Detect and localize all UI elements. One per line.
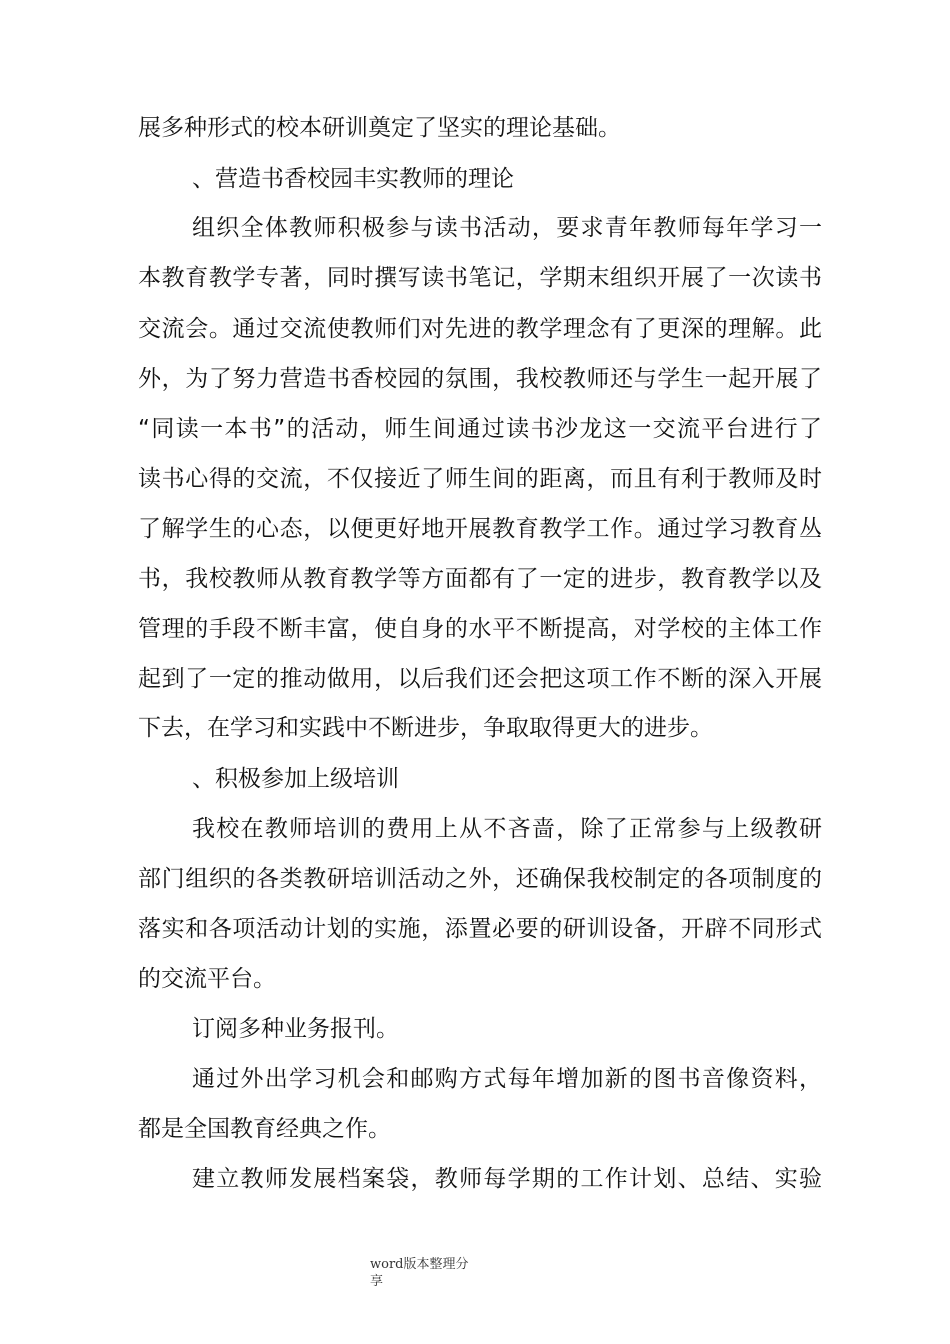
body-line-11: 管理的手段不断丰富，使自身的水平不断提高，对学校的主体工作 — [138, 616, 822, 642]
body-line-22: 建立教师发展档案袋，教师每学期的工作计划、总结、实验 — [192, 1166, 822, 1192]
body-line-21: 都是全国教育经典之作。 — [138, 1116, 391, 1142]
body-line-19: 订阅多种业务报刊。 — [192, 1016, 399, 1042]
body-line-10: 书，我校教师从教育教学等方面都有了一定的进步，教育教学以及 — [138, 566, 822, 592]
body-line-17: 落实和各项活动计划的实施，添置必要的研训设备，开辟不同形式 — [138, 916, 822, 942]
footer-line-2: 享 — [370, 1274, 384, 1289]
section-heading-reading-campus: 、营造书香校园丰实教师的理论 — [192, 166, 514, 192]
section-heading-training: 、积极参加上级培训 — [192, 766, 399, 792]
page-footer — [370, 1256, 490, 1290]
body-line-5: 交流会。通过交流使教师们对先进的教学理念有了更深的理解。此 — [138, 316, 822, 342]
body-line-6: 外，为了努力营造书香校园的氛围，我校教师还与学生一起开展了 — [138, 366, 822, 392]
footer-line-1: word版本整理分 — [370, 1257, 469, 1272]
body-line-4: 本教育教学专著，同时撰写读书笔记，学期末组织开展了一次读书 — [138, 265, 822, 291]
body-line-18: 的交流平台。 — [138, 966, 276, 992]
body-line-16: 部门组织的各类教研培训活动之外，还确保我校制定的各项制度的 — [138, 866, 822, 892]
body-line-9: 了解学生的心态，以便更好地开展教育教学工作。通过学习教育丛 — [138, 516, 822, 542]
body-line-1: 展多种形式的校本研训奠定了坚实的理论基础。 — [138, 115, 621, 141]
body-line-15: 我校在教师培训的费用上从不吝啬，除了正常参与上级教研 — [192, 816, 822, 842]
body-line-13: 下去，在学习和实践中不断进步，争取取得更大的进步。 — [138, 715, 713, 741]
body-line-3: 组织全体教师积极参与读书活动，要求青年教师每年学习一 — [192, 215, 822, 241]
body-line-12: 起到了一定的推动做用，以后我们还会把这项工作不断的深入开展 — [138, 666, 822, 692]
body-line-7: “同读一本书”的活动，师生间通过读书沙龙这一交流平台进行了 — [138, 416, 822, 442]
body-line-8: 读书心得的交流，不仅接近了师生间的距离，而且有利于教师及时 — [138, 466, 822, 492]
body-line-20: 通过外出学习机会和邮购方式每年增加新的图书音像资料， — [192, 1066, 822, 1092]
